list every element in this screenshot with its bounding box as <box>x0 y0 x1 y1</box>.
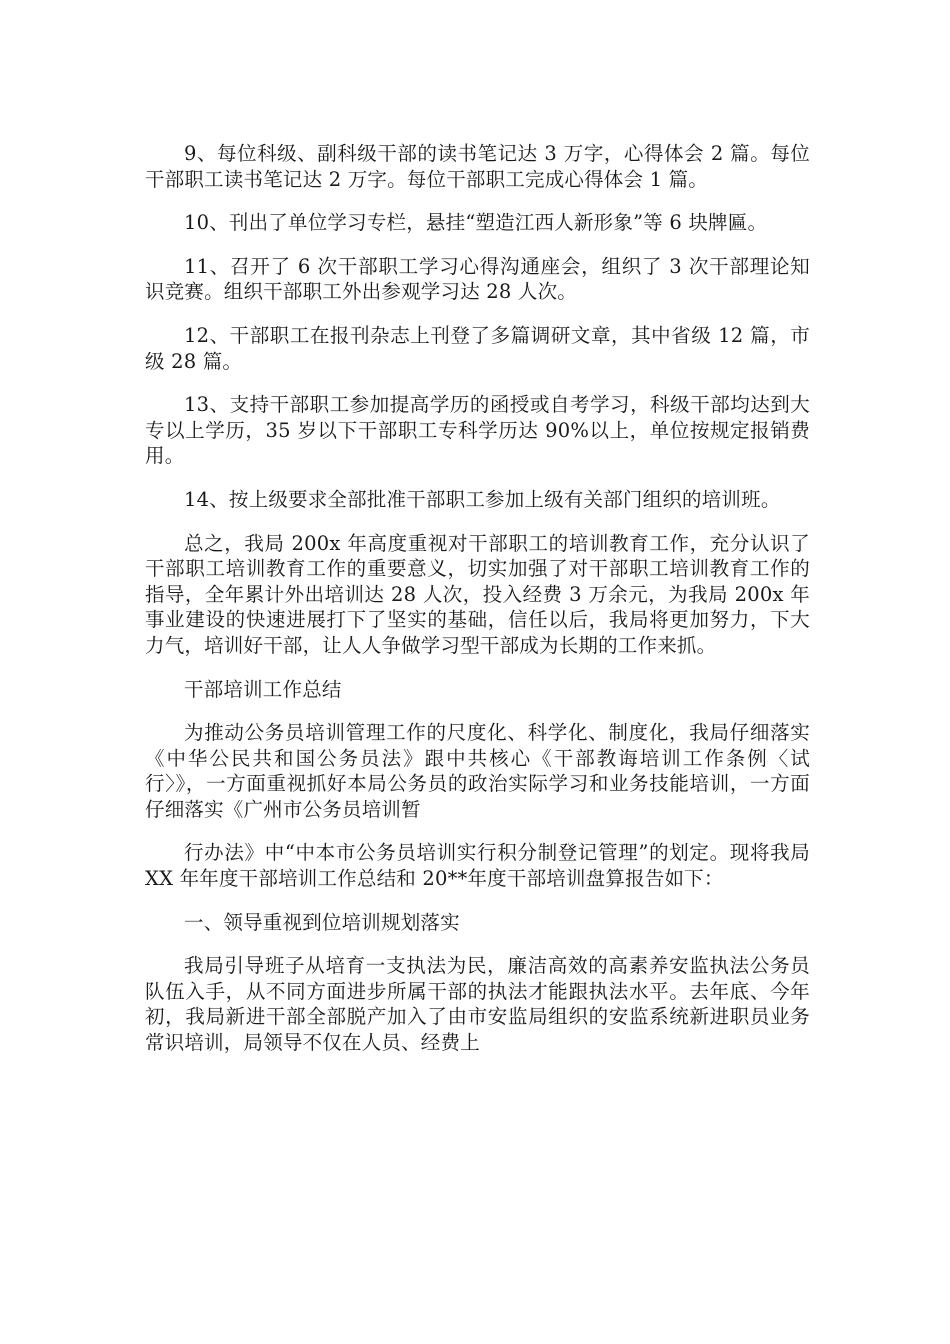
paragraph-item-14: 14、按上级要求全部批准干部职工参加上级有关部门组织的培训班。 <box>184 487 781 511</box>
paragraph-item-13: 13、支持干部职工参加提高学历的函授或自考学习，科级干部均达到大专以上学历，35 岁以下干部职工专科学历达 90%以上，单位按规定报销费用。 <box>145 393 810 468</box>
paragraph-item-12: 12、干部职工在报刊杂志上刊登了多篇调研文章，其中省级 12 篇，市级 28 篇。 <box>145 323 810 373</box>
paragraph-item-10: 10、刊出了单位学习专栏，悬挂“塑造江西人新形象”等 6 块牌匾。 <box>184 211 768 235</box>
section-title: 干部培训工作总结 <box>184 677 342 701</box>
document-body <box>145 141 810 1074</box>
subsection-heading-1: 一、领导重视到位培训规划落实 <box>184 910 460 934</box>
paragraph-item-11: 11、召开了 6 次干部职工学习心得沟通座会，组织了 3 次干部理论知识竞赛。组织干部职工外出参观学习达 28 人次。 <box>145 254 810 304</box>
paragraph-leadership: 我局引导班子从培育一支执法为民，廉洁高效的高素养安监执法公务员队伍入手，从不同方面进步所属干部的执法才能跟执法水平。去年底、今年初，我局新进干部全部脱产加入了由市安监局组织的安监系统新进职员业务常识培训，局领导不仅在人员、经费上 <box>145 954 810 1055</box>
paragraph-item-9: 9、每位科级、副科级干部的读书笔记达 3 万字，心得体会 2 篇。每位干部职工读书笔记达 2 万字。每位干部职工完成心得体会 1 篇。 <box>145 142 810 191</box>
paragraph-summary: 总之，我局 200x 年高度重视对干部职工的培训教育工作，充分认识了干部职工培训教育工作的重要意义，切实加强了对干部职工培训教育工作的指导，全年累计外出培训达 28 人次，投入经费 3 万余元，为我局 200x 年事业建设的快速进展打下了坚实的基础，信任以后，我局将更加努力，下大力气，培训好干部，让人人争做学习型干部成为长期的工作来抓。 <box>145 531 810 657</box>
paragraph-intro: 为推动公务员培训管理工作的尺度化、科学化、制度化，我局仔细落实《中华公民共和国公务员法》跟中共核心《干部教诲培训工作条例〈试行〉》，一方面重视抓好本局公务员的政治实际学习和业务技能培训，一方面仔细落实《广州市公务员培训暂 <box>145 721 810 821</box>
paragraph-intro-continued: 行办法》中“中本市公务员培训实行积分制登记管理”的划定。现将我局 XX 年年度干部培训工作总结和 20**年度干部培训盘算报告如下： <box>145 841 810 891</box>
